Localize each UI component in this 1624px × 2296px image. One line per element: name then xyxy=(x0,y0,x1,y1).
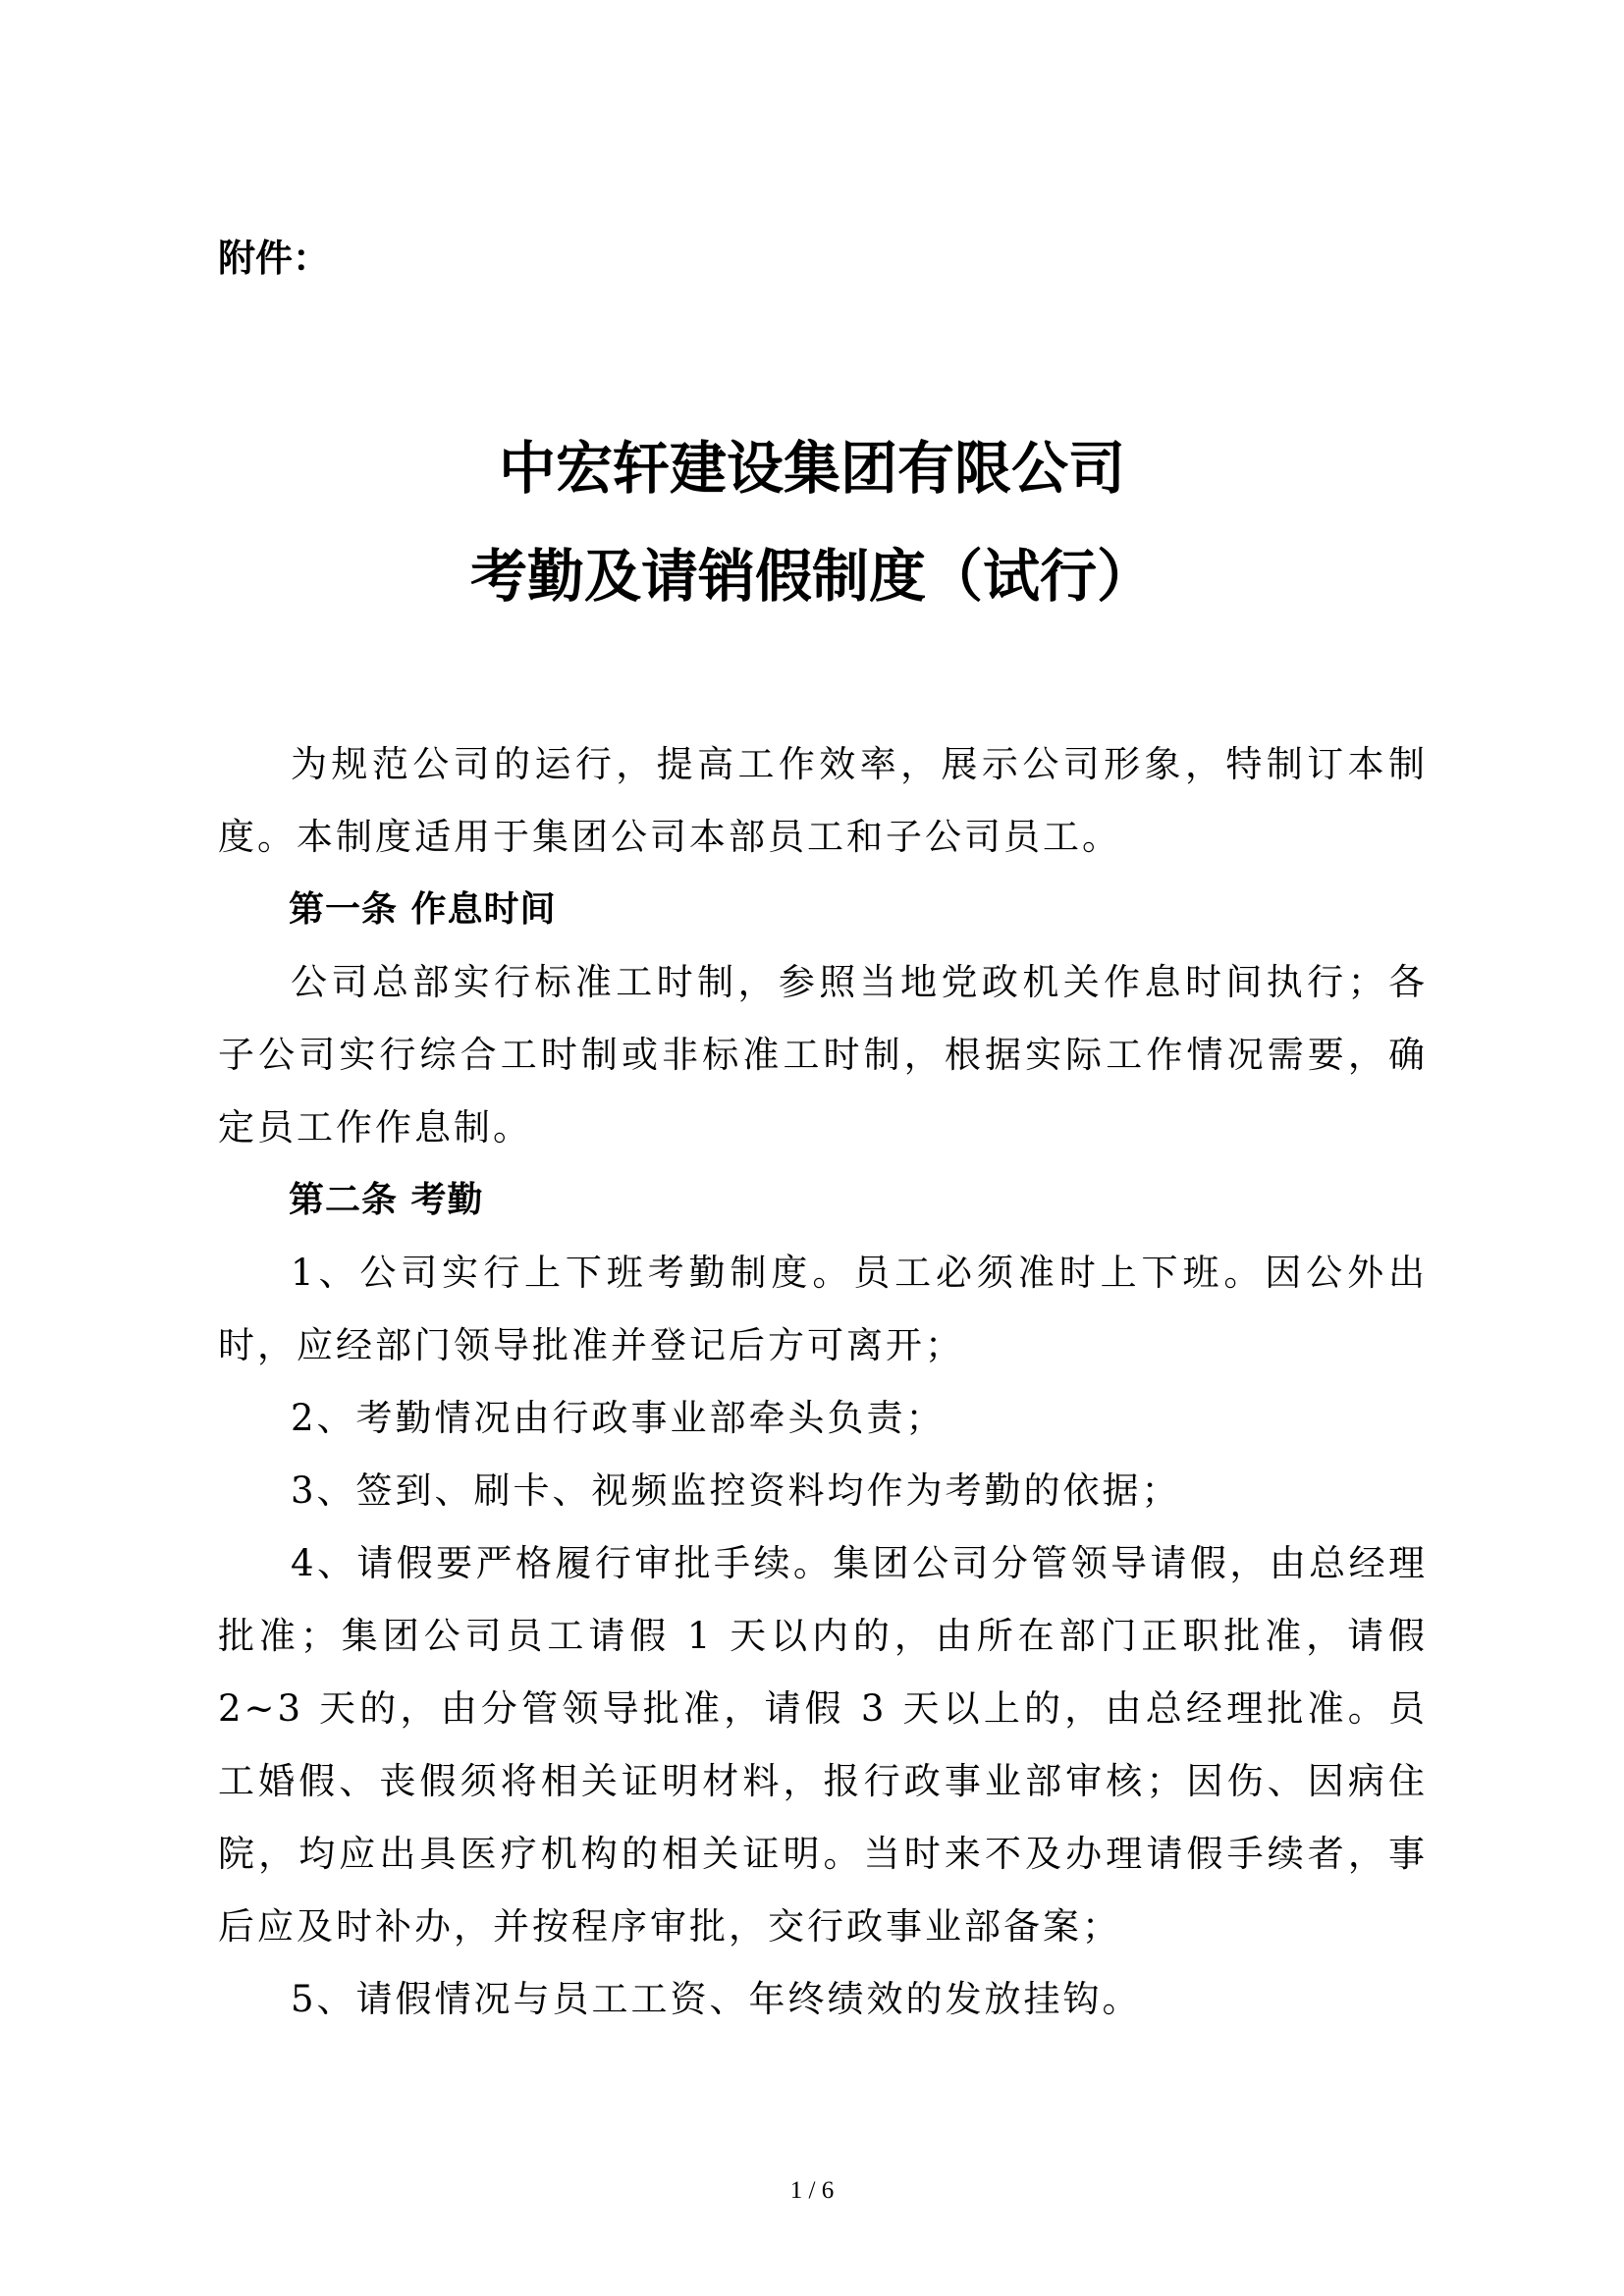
article-2-item-5: 5、请假情况与员工工资、年终绩效的发放挂钩。 xyxy=(291,1978,1142,2020)
document-body xyxy=(218,728,1428,2036)
document-title-policy: 考勤及请销假制度（试行） xyxy=(469,543,1154,610)
article-2-item-3: 3、签到、刷卡、视频监控资料均作为考勤的依据； xyxy=(291,1469,1181,1512)
article-2-item-4: 4、请假要严格履行审批手续。集团公司分管领导请假，由总经理批准；集团公司员工请假 1 天以内的，由所在部门正职批准，请假2~3 天的，由分管领导批准，请假 3 天以上的，由总经理批准。员工婚假、丧假须将相关证明材料，报行政事业部审核；因伤、因病住院，均应出具医疗机构的相关证明。当时来不及办理请假手续者，事后应及时补办，并按程序审批，交行政事业部备案； xyxy=(218,1542,1428,1948)
intro-paragraph: 为规范公司的运行，提高工作效率，展示公司形象，特制订本制度。本制度适用于集团公司本部员工和子公司员工。 xyxy=(218,743,1428,858)
article-1-heading: 第一条 作息时间 xyxy=(289,889,557,930)
article-2-heading: 第二条 考勤 xyxy=(289,1180,484,1220)
page-number: 1 / 6 xyxy=(789,2177,835,2204)
article-1-paragraph: 公司总部实行标准工时制，参照当地党政机关作息时间执行；各子公司实行综合工时制或非标准工时制，根据实际工作情况需要，确定员工作作息制。 xyxy=(218,961,1428,1148)
article-2-item-2: 2、考勤情况由行政事业部牵头负责； xyxy=(291,1397,946,1439)
article-2-item-1: 1、公司实行上下班考勤制度。员工必须准时上下班。因公外出时，应经部门领导批准并登记后方可离开； xyxy=(218,1252,1428,1366)
attachment-label: 附件： xyxy=(218,237,331,280)
document-title-company: 中宏轩建设集团有限公司 xyxy=(498,435,1125,502)
